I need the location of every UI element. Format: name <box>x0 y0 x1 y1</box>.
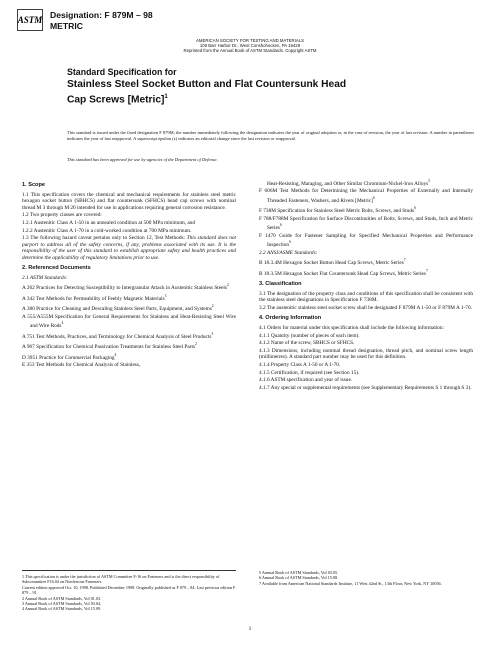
reference-item: F 788/F788M Specification for Surface Discontinuities of Bolts, Screws, and Studs, Inch and Metric Series$^6$ <box>259 215 473 232</box>
section-heading: 3. Classification <box>259 281 302 288</box>
reference-item: F 1470 Guide for Fastener Sampling for Specified Mechanical Properties and Performance Inspection$^6$ <box>259 232 473 249</box>
reference-item: A 262 Practices for Detecting Susceptibility to Intergranular Attack in Austenitic Stainless Steels$^2$ <box>22 283 229 292</box>
reference-continuation: Heat-Resisting, Maraging, and Other Similar Chromium-Nickel-Iron Alloys$^5$ <box>267 179 431 187</box>
paragraph: 3.1 The designation of the property class and conditions of this specification shall be consistent with the stainless steel designations in Specification F 738M. <box>259 290 473 304</box>
reference-item: A 967 Specification for Chemical Passivation Treatments for Stainless Steel Parts$^2$ <box>22 342 197 350</box>
designation-block <box>50 10 153 31</box>
section-heading: 4. Ordering Information <box>259 315 322 322</box>
section-heading: 1. Scope <box>22 182 46 188</box>
reference-item: F 606M Test Methods for Determining the Mechanical Properties of Externally and Internally Threaded Fasteners, Washers, and Rivets [Metric]$^6$ <box>259 188 473 204</box>
metric-label: METRIC <box>50 20 83 31</box>
footnote: 7 Available from American National Standards Institute, 11 West 42nd St., 13th Floor, New York, NY 10036. <box>259 580 442 586</box>
reference-item: E 353 Test Methods for Chemical Analysis of Stainless, <box>22 362 141 369</box>
paragraph: 4.1 Orders for material under this specification shall include the following information: <box>259 324 445 331</box>
reference-item: B 18.3.5M Hexagon Socket Flat Countersunk Head Cap Screws, Metric Series$^7$ <box>259 268 428 277</box>
paragraph: 1.2.2 Austenitic Class A 1-70 in a cold-worked condition at 700 MPa minimum. <box>22 227 192 234</box>
page-number: 1 <box>248 626 252 632</box>
designation: Designation: F 879M – 98 <box>50 10 153 20</box>
section-heading: 2. Referenced Documents <box>22 265 91 272</box>
paragraph: 3.2 The austenitic stainless steel socket screw shall be designated F 879M A 1-50 or F 879M A 1-70. <box>259 304 472 311</box>
standard-notice: This standard is issued under the fixed designation F 879M; the number immediately following the designation indicates the year of original adoption or, in the case of revision, the year of last revision. A number in parentheses indicates the year of last reapproval. A superscript epsilon (ε) indicates an editorial change since the last revision or reapproval. <box>67 130 475 141</box>
footnotes-right <box>259 570 473 586</box>
subheading: 2.1 ASTM Standards: <box>22 274 68 281</box>
paragraph: 1.3 The following hazard caveat pertains only to Section 12, Test Methods: This standard does not purport to address all of the safety concerns, if any, problems associated with its use. It is the responsibility of the user of this standard to establish appropriate safety and health practices and determine the applicability of regulatory limitations prior to use. <box>22 235 237 261</box>
reference-item: D 3951 Practice for Commercial Packaging$^4$ <box>22 352 117 361</box>
list-item: 4.1.2 Name of the screw, SBHCS or SFHCS. <box>259 340 355 347</box>
paragraph: 1.2 Two property classes are covered: <box>22 212 102 219</box>
reference-item: B 18.3.4M Hexagon Socket Button Head Cap Screws, Metric Series$^7$ <box>259 258 406 267</box>
paragraph: 1.1 This specification covers the chemical and mechanical requirements for stainless steel metric hexagon socket button (SBHCS) and flat countersunk (SFHCS) head cap screws with nominal thread M 3 through M 20 intended for use in applications requiring general corrosion resistance. <box>22 191 236 211</box>
footnote: 3 Annual Book of ASTM Standards, Vol 03.04. <box>22 601 102 607</box>
list-item: 4.1.4 Property Class A 1-50 or A 1-70. <box>259 362 341 369</box>
footnote: Current edition approved Oct. 10, 1998. Published December 1998. Originally published as F 879 – 84. Last previous edition F 879 – 91. <box>22 584 236 596</box>
list-item: 4.1.6 ASTM specification and year of issue. <box>259 377 353 384</box>
footnote: 6 Annual Book of ASTM Standards, Vol 15.08. <box>259 575 339 581</box>
reference-item: A 342 Test Methods for Permeability of Feebly Magnetic Materials$^3$ <box>22 293 167 302</box>
title-line: Stainless Steel Socket Button and Flat Countersunk Head <box>67 78 347 90</box>
right-column <box>259 178 473 393</box>
approval-note: This standard has been approved for use by agencies of the Department of Defense. <box>67 157 218 162</box>
footnotes-left <box>22 570 236 612</box>
list-item: 4.1.3 Dimensions, including nominal thread designation, thread pitch, and nominal screw length (millimetres). A standard part number may be used for this definition. <box>259 347 473 361</box>
reference-item: A 751 Test Methods, Practices, and Terminology for Chemical Analysis of Steel Products$^3$ <box>22 331 214 340</box>
subheading: 2.2 ANSI/ASME Standards: <box>259 249 318 256</box>
publisher-line: AMERICAN SOCIETY FOR TESTING AND MATERIALS <box>196 38 304 43</box>
publisher-line: Reprinted from the Annual Book of ASTM Standards. Copyright ASTM <box>183 48 317 54</box>
footnote: 5 Annual Book of ASTM Standards, Vol 03.05. <box>259 570 339 575</box>
footnote: 2 Annual Book of ASTM Standards, Vol 01.03. <box>22 595 102 601</box>
list-item: 4.1.5 Certification, if required (see Section 15). <box>259 369 360 376</box>
title-line: Standard Specification for <box>67 67 177 77</box>
footnote-mark: 1 <box>164 94 168 100</box>
footnote: 1 This specification is under the jurisdiction of ASTM Committee F-16 on Fasteners and is the direct responsibility of Subcommittee F16.04 on Nonferrous Fasteners. <box>22 574 220 585</box>
paragraph: 1.2.1 Austenitic Class A 1-50 in an annealed condition at 500 MPa minimum, and <box>22 219 196 226</box>
astm-logo-icon <box>17 9 43 31</box>
document-title <box>67 66 477 107</box>
footnote: 4 Annual Book of ASTM Standards, Vol 15.09. <box>22 606 102 612</box>
title-line: Cap Screws [Metric]$^1$ <box>67 94 168 106</box>
reference-item: A 555/A555M Specification for General Requirements for Stainless and Heat-Resisting Steel Wire and Wire Rods$^4$ <box>22 313 236 330</box>
reference-item: A 380 Practice for Cleaning and Descaling Stainless Steel Parts, Equipment, and Systems$^2$ <box>22 304 214 313</box>
publisher-info <box>0 38 500 54</box>
publisher-line: 100 Barr Harbor Dr., West Conshohocken, PA 19428 <box>199 43 301 49</box>
list-item: 4.1.1 Quantity (number of pieces of each item). <box>259 332 360 339</box>
list-item: 4.1.7 Any special or supplemental requirements (see Supplementary Requirements S 1 through S 3). <box>259 385 472 392</box>
reference-item: F 738M Specification for Stainless Steel Metric Bolts, Screws, and Studs$^6$ <box>259 206 416 215</box>
svg-text:ASTM: ASTM <box>17 15 43 25</box>
left-column <box>22 178 236 370</box>
